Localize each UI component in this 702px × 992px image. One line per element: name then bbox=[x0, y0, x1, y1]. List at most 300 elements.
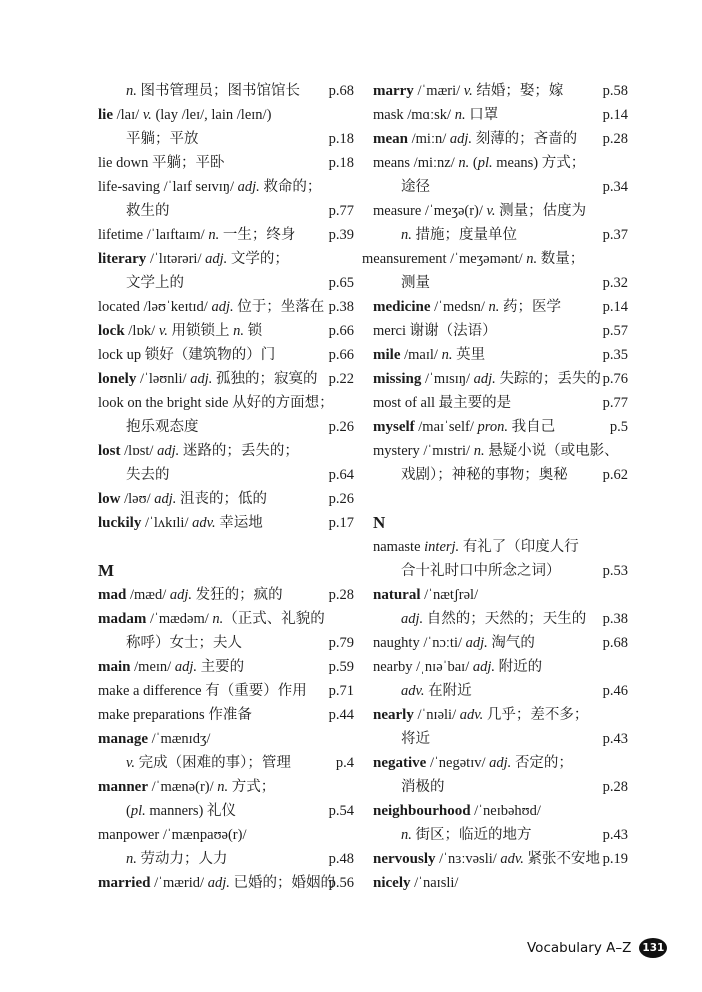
page-reference: p.68 bbox=[328, 83, 354, 99]
entry-text bbox=[362, 251, 584, 267]
definition-text: 平躺；平放 bbox=[126, 131, 199, 147]
part-of-speech: n. bbox=[401, 227, 412, 243]
entry-text bbox=[373, 827, 532, 843]
entry-text bbox=[98, 275, 184, 291]
definition-text: 迷路的；丢失的； bbox=[179, 443, 299, 459]
vocabulary-entry bbox=[373, 392, 628, 414]
headword: natural bbox=[373, 587, 421, 603]
entry-continuation-line bbox=[98, 800, 354, 822]
vocabulary-entry bbox=[373, 80, 628, 102]
page-reference: p.38 bbox=[602, 611, 628, 627]
section-letter-heading bbox=[373, 512, 628, 534]
entry-text bbox=[373, 467, 568, 483]
definition-text: 紧张不安地 bbox=[523, 851, 601, 867]
page-reference: p.37 bbox=[602, 227, 628, 243]
entry-text bbox=[98, 155, 224, 171]
definition-text: /ˈmæri/ bbox=[413, 83, 464, 99]
entry-text bbox=[98, 755, 291, 771]
entry-continuation-line bbox=[373, 272, 628, 294]
section-letter-heading bbox=[98, 560, 354, 582]
vocabulary-entry bbox=[373, 848, 628, 870]
page-reference: p.79 bbox=[328, 635, 354, 651]
part-of-speech: adj. bbox=[465, 635, 488, 651]
definition-text: /ˈmærid/ bbox=[150, 875, 208, 891]
definition-text: 将近 bbox=[401, 731, 430, 747]
page-reference: p.4 bbox=[335, 755, 354, 771]
part-of-speech: v. bbox=[158, 323, 168, 339]
entry-text bbox=[373, 203, 586, 219]
entry-continuation-line bbox=[98, 416, 354, 438]
definition-text: N bbox=[373, 513, 386, 532]
page-reference: p.35 bbox=[602, 347, 628, 363]
vocabulary-entry bbox=[98, 824, 354, 846]
definition-text: /mæd/ bbox=[126, 587, 170, 603]
part-of-speech: adj. bbox=[211, 299, 234, 315]
page-reference: p.59 bbox=[328, 659, 354, 675]
entry-continuation-line bbox=[373, 728, 628, 750]
entry-text bbox=[98, 851, 228, 867]
part-of-speech: adj. bbox=[190, 371, 213, 387]
entry-text bbox=[98, 203, 170, 219]
definition-text: lifetime /ˈlaɪftaɪm/ bbox=[98, 227, 209, 243]
page-reference: p.65 bbox=[328, 275, 354, 291]
vocabulary-entry bbox=[362, 248, 628, 270]
vocabulary-entry bbox=[98, 656, 354, 678]
definition-text: 主要的 bbox=[196, 659, 245, 675]
page-reference: p.57 bbox=[602, 323, 628, 339]
definition-text: 文学上的 bbox=[126, 275, 184, 291]
entry-continuation-line bbox=[373, 176, 628, 198]
vocabulary-entry bbox=[98, 296, 354, 318]
part-of-speech: adv. bbox=[192, 515, 216, 531]
page-reference: p.34 bbox=[602, 179, 628, 195]
definition-text: manpower /ˈmænpaʊə(r)/ bbox=[98, 827, 247, 843]
vocabulary-entry bbox=[98, 320, 354, 342]
entry-text bbox=[98, 467, 170, 483]
entry-text bbox=[98, 299, 324, 315]
page-reference: p.71 bbox=[328, 683, 354, 699]
page-reference: p.68 bbox=[602, 635, 628, 651]
definition-text: 沮丧的；低的 bbox=[176, 491, 268, 507]
definition-text: 在附近 bbox=[424, 683, 472, 699]
part-of-speech: v. bbox=[126, 755, 135, 771]
part-of-speech: adj. bbox=[169, 587, 193, 603]
entry-text bbox=[373, 299, 561, 315]
entry-text bbox=[98, 731, 210, 747]
vocabulary-entry bbox=[98, 512, 354, 534]
entry-continuation-line bbox=[373, 824, 628, 846]
definition-text: /ˈmænɪdʒ/ bbox=[148, 731, 211, 747]
part-of-speech: n. bbox=[401, 827, 412, 843]
entry-continuation-line bbox=[98, 128, 354, 150]
entry-text bbox=[98, 587, 283, 603]
entry-text bbox=[98, 659, 244, 675]
headword: manage bbox=[98, 731, 148, 747]
vocabulary-entry bbox=[98, 584, 354, 606]
part-of-speech: n. bbox=[233, 323, 244, 339]
definition-text: /ˈlɪtərəri/ bbox=[146, 251, 206, 267]
definition-text: 测量 bbox=[401, 275, 430, 291]
definition-text: 悬疑小说（或电影、 bbox=[484, 443, 619, 459]
headword: low bbox=[98, 491, 121, 507]
part-of-speech: adj. bbox=[489, 755, 512, 771]
headword: main bbox=[98, 659, 131, 675]
vocabulary-entry bbox=[98, 704, 354, 726]
page-reference: p.62 bbox=[602, 467, 628, 483]
definition-text: life-saving /ˈlaɪf seɪvɪŋ/ bbox=[98, 179, 238, 195]
headword: medicine bbox=[373, 299, 431, 315]
part-of-speech: n. bbox=[526, 251, 538, 267]
definition-text: 发狂的；疯的 bbox=[192, 587, 283, 603]
entry-continuation-line bbox=[373, 608, 628, 630]
part-of-speech: adj. bbox=[205, 251, 228, 267]
headword: lonely bbox=[98, 371, 137, 387]
entry-text bbox=[373, 513, 385, 532]
page-reference: p.26 bbox=[328, 419, 354, 435]
entry-text bbox=[98, 83, 300, 99]
page-reference: p.77 bbox=[602, 395, 628, 411]
definition-text: /lɒk/ bbox=[124, 323, 159, 339]
page-reference: p.46 bbox=[602, 683, 628, 699]
definition-text: 有礼了（印度人行 bbox=[459, 539, 579, 555]
headword: nervously bbox=[373, 851, 436, 867]
definition-text: 合十礼时口中所念之词） bbox=[401, 563, 561, 579]
part-of-speech: n. bbox=[208, 227, 220, 243]
definition-text: nearby /ˌnɪəˈbaɪ/ bbox=[373, 659, 473, 675]
entry-text bbox=[373, 443, 619, 459]
entry-text bbox=[373, 155, 585, 171]
definition-text: look on the bright side 从好的方面想； bbox=[98, 395, 334, 411]
entry-text bbox=[98, 131, 199, 147]
page-reference: p.43 bbox=[602, 827, 628, 843]
entry-text bbox=[373, 371, 601, 387]
part-of-speech: n. bbox=[126, 851, 137, 867]
entry-text bbox=[373, 323, 497, 339]
headword: marry bbox=[373, 83, 414, 99]
entry-text bbox=[373, 611, 586, 627]
entry-continuation-line bbox=[373, 560, 628, 582]
definition-text: 药；医学 bbox=[499, 299, 561, 315]
page-reference: p.5 bbox=[609, 419, 628, 435]
vocabulary-entry bbox=[373, 344, 628, 366]
definition-text: /maɪˈself/ bbox=[414, 419, 478, 435]
part-of-speech: n. bbox=[458, 155, 470, 171]
part-of-speech: n. bbox=[212, 611, 224, 627]
vocabulary-entry bbox=[98, 248, 354, 270]
entry-text bbox=[373, 683, 472, 699]
page-reference: p.18 bbox=[328, 155, 354, 171]
vocabulary-entry bbox=[98, 680, 354, 702]
definition-text: 劳动力；人力 bbox=[136, 851, 228, 867]
definition-text: 否定的； bbox=[511, 755, 573, 771]
page-reference: p.32 bbox=[602, 275, 628, 291]
headword: lost bbox=[98, 443, 121, 459]
definition-text: located /ləʊˈkeɪtɪd/ bbox=[98, 299, 212, 315]
definition-text: /ˈnɜːvəsli/ bbox=[435, 851, 501, 867]
definition-text: /ˈlʌkɪli/ bbox=[141, 515, 193, 531]
vocabulary-entry bbox=[373, 200, 628, 222]
page-reference: p.54 bbox=[328, 803, 354, 819]
entry-text bbox=[373, 539, 579, 555]
entry-text bbox=[373, 563, 561, 579]
definition-text: mask /mɑːsk/ bbox=[373, 107, 455, 123]
page-reference: p.58 bbox=[602, 83, 628, 99]
page-reference: p.66 bbox=[328, 323, 354, 339]
vocabulary-entry bbox=[98, 776, 354, 798]
vocabulary-entry bbox=[373, 584, 628, 606]
entry-continuation-line bbox=[98, 272, 354, 294]
vocabulary-entry bbox=[98, 368, 354, 390]
definition-text: 抱乐观态度 bbox=[126, 419, 199, 435]
part-of-speech: n. bbox=[126, 83, 137, 99]
vocabulary-entry bbox=[373, 368, 628, 390]
entry-text bbox=[373, 419, 555, 435]
definition-text: 已婚的；婚姻的 bbox=[229, 875, 335, 891]
section-title: Vocabulary A–Z bbox=[527, 940, 632, 956]
definition-text: 我自己 bbox=[507, 419, 556, 435]
definition-text: 附近的 bbox=[495, 659, 543, 675]
page-reference: p.14 bbox=[602, 107, 628, 123]
part-of-speech: adj. bbox=[401, 611, 424, 627]
page-reference: p.26 bbox=[328, 491, 354, 507]
headword: literary bbox=[98, 251, 147, 267]
entry-text bbox=[373, 227, 517, 243]
definition-text: 自然的；天然的；天生的 bbox=[423, 611, 587, 627]
definition-text: /lɒst/ bbox=[120, 443, 158, 459]
page-reference: p.56 bbox=[328, 875, 354, 891]
entry-text bbox=[98, 635, 242, 651]
vocabulary-entry bbox=[98, 872, 354, 894]
definition-text: 孤独的；寂寞的 bbox=[212, 371, 318, 387]
entry-text bbox=[373, 659, 542, 675]
entry-text bbox=[373, 347, 485, 363]
part-of-speech: pron. bbox=[477, 419, 508, 435]
vocabulary-entry bbox=[373, 128, 628, 150]
vocabulary-entry bbox=[373, 104, 628, 126]
definition-text: /maɪl/ bbox=[400, 347, 442, 363]
entry-text bbox=[98, 395, 334, 411]
page-reference: p.64 bbox=[328, 467, 354, 483]
entry-continuation-line bbox=[98, 848, 354, 870]
page-reference: p.43 bbox=[602, 731, 628, 747]
definition-text: 戏剧）；神秘的事物；奥秘 bbox=[401, 467, 568, 483]
entry-text bbox=[98, 347, 275, 363]
headword: mile bbox=[373, 347, 401, 363]
part-of-speech: adj. bbox=[449, 131, 473, 147]
definition-text: ( bbox=[469, 155, 478, 171]
vocabulary-entry bbox=[98, 392, 354, 414]
vocabulary-entry bbox=[98, 728, 354, 750]
part-of-speech: n. bbox=[488, 299, 500, 315]
page-reference: p.22 bbox=[328, 371, 354, 387]
vocabulary-entry bbox=[373, 152, 628, 174]
entry-text bbox=[373, 803, 541, 819]
entry-continuation-line bbox=[98, 752, 354, 774]
entry-text bbox=[98, 803, 236, 819]
definition-text: /ˈneɪbəhʊd/ bbox=[470, 803, 541, 819]
part-of-speech: n. bbox=[473, 443, 485, 459]
definition-text: /miːn/ bbox=[408, 131, 450, 147]
part-of-speech: interj. bbox=[424, 539, 460, 555]
vocabulary-entry bbox=[373, 296, 628, 318]
definition-text: 幸运地 bbox=[215, 515, 263, 531]
page-reference: p.28 bbox=[328, 587, 354, 603]
definition-text: 措施；度量单位 bbox=[411, 227, 517, 243]
vocabulary-entry bbox=[373, 536, 628, 558]
entry-text bbox=[373, 851, 600, 867]
definition-text: means /miːnz/ bbox=[373, 155, 459, 171]
definition-text: /ˈmædəm/ bbox=[146, 611, 213, 627]
definition-text: namaste bbox=[373, 539, 425, 555]
part-of-speech: n. bbox=[454, 107, 466, 123]
entry-continuation-line bbox=[373, 464, 628, 486]
definition-text: 淘气的 bbox=[487, 635, 535, 651]
page-number-badge: 131 bbox=[639, 938, 667, 958]
definition-text: 途径 bbox=[401, 179, 430, 195]
page-reference: p.66 bbox=[328, 347, 354, 363]
definition-text: 失去的 bbox=[126, 467, 170, 483]
entry-continuation-line bbox=[373, 224, 628, 246]
definition-text: meansurement /ˈmeʒəmənt/ bbox=[362, 251, 527, 267]
entry-continuation-line bbox=[98, 200, 354, 222]
vocabulary-entry bbox=[373, 800, 628, 822]
entry-text bbox=[98, 251, 289, 267]
headword: madam bbox=[98, 611, 147, 627]
entry-continuation-line bbox=[98, 80, 354, 102]
definition-text: 锁 bbox=[243, 323, 263, 339]
entry-text bbox=[373, 395, 511, 411]
definition-text: /ˈnegətɪv/ bbox=[426, 755, 490, 771]
definition-text: 口罩 bbox=[465, 107, 499, 123]
definition-text: 测量；估度为 bbox=[495, 203, 587, 219]
vocabulary-entry bbox=[98, 344, 354, 366]
definition-text: 刻薄的；吝啬的 bbox=[472, 131, 578, 147]
entry-text bbox=[98, 875, 335, 891]
definition-text: 数量； bbox=[537, 251, 585, 267]
entry-text bbox=[98, 611, 325, 627]
definition-text: /ˈləʊnli/ bbox=[136, 371, 191, 387]
headword: manner bbox=[98, 779, 148, 795]
page-reference: p.14 bbox=[602, 299, 628, 315]
definition-text: most of all 最主要的是 bbox=[373, 395, 512, 411]
entry-text bbox=[98, 227, 295, 243]
entry-text bbox=[98, 419, 199, 435]
definition-text: lock up 锁好（建筑物的）门 bbox=[98, 347, 276, 363]
entry-text bbox=[373, 731, 430, 747]
definition-text: 失踪的；丢失的 bbox=[495, 371, 601, 387]
page-reference: p.28 bbox=[602, 131, 628, 147]
definition-text: （正式、礼貌的 bbox=[223, 611, 325, 627]
part-of-speech: adj. bbox=[473, 371, 496, 387]
headword: married bbox=[98, 875, 151, 891]
entry-text bbox=[98, 443, 299, 459]
part-of-speech: n. bbox=[217, 779, 229, 795]
vocabulary-entry bbox=[98, 224, 354, 246]
headword: mad bbox=[98, 587, 127, 603]
entry-text bbox=[98, 779, 275, 795]
definition-text: /meɪn/ bbox=[130, 659, 175, 675]
entry-text bbox=[98, 323, 262, 339]
page-footer bbox=[527, 936, 667, 960]
headword: mean bbox=[373, 131, 408, 147]
entry-text bbox=[98, 707, 252, 723]
definition-text: /ləʊ/ bbox=[120, 491, 155, 507]
definition-text: /ˈmedsn/ bbox=[430, 299, 489, 315]
part-of-speech: adj. bbox=[237, 179, 260, 195]
headword: myself bbox=[373, 419, 415, 435]
part-of-speech: adv. bbox=[500, 851, 524, 867]
page-reference: p.17 bbox=[328, 515, 354, 531]
vocabulary-entry bbox=[98, 488, 354, 510]
vocabulary-entry bbox=[98, 608, 354, 630]
definition-text: /ˈmɪsɪŋ/ bbox=[421, 371, 474, 387]
definition-text: 几乎；差不多； bbox=[483, 707, 589, 723]
page-reference: p.28 bbox=[602, 779, 628, 795]
entry-text bbox=[373, 131, 577, 147]
entry-text bbox=[373, 275, 430, 291]
part-of-speech: adj. bbox=[472, 659, 495, 675]
definition-text: 消极的 bbox=[401, 779, 445, 795]
part-of-speech: v. bbox=[463, 83, 473, 99]
definition-text: 完成（困难的事）；管理 bbox=[135, 755, 291, 771]
definition-text: /laɪ/ bbox=[113, 107, 143, 123]
headword: negative bbox=[373, 755, 427, 771]
definition-text: 文学的； bbox=[227, 251, 289, 267]
part-of-speech: adj. bbox=[174, 659, 197, 675]
definition-text: make a difference 有（重要）作用 bbox=[98, 683, 307, 699]
definition-text: mystery /ˈmɪstri/ bbox=[373, 443, 474, 459]
definition-text: M bbox=[98, 561, 115, 580]
entry-text bbox=[373, 707, 588, 723]
entry-text bbox=[98, 371, 318, 387]
definition-text: lie down 平躺；平卧 bbox=[98, 155, 225, 171]
definition-text: /ˈnaɪsli/ bbox=[410, 875, 459, 891]
page-reference: p.19 bbox=[602, 851, 628, 867]
definition-text: make preparations 作准备 bbox=[98, 707, 252, 723]
part-of-speech: n. bbox=[441, 347, 453, 363]
page-reference: p.53 bbox=[602, 563, 628, 579]
definition-text: ( bbox=[126, 803, 131, 819]
vocabulary-entry bbox=[98, 152, 354, 174]
entry-text bbox=[373, 83, 563, 99]
part-of-speech: v. bbox=[486, 203, 496, 219]
definition-text: merci 谢谢（法语） bbox=[373, 323, 497, 339]
definition-text: 位于；坐落在 bbox=[233, 299, 325, 315]
part-of-speech: adv. bbox=[459, 707, 484, 723]
vocabulary-entry bbox=[98, 104, 354, 126]
definition-text: 方式； bbox=[228, 779, 276, 795]
definition-text: manners) 礼仪 bbox=[145, 803, 236, 819]
definition-text: /ˈnɪəli/ bbox=[413, 707, 460, 723]
page-reference: p.39 bbox=[328, 227, 354, 243]
entry-text bbox=[98, 107, 271, 123]
entry-text bbox=[98, 515, 263, 531]
definition-text: 称呼）女士；夫人 bbox=[126, 635, 242, 651]
page-reference: p.44 bbox=[328, 707, 354, 723]
vocabulary-entry bbox=[373, 704, 628, 726]
definition-text: 结婚；娶；嫁 bbox=[472, 83, 564, 99]
entry-text bbox=[98, 683, 307, 699]
definition-text: means) 方式； bbox=[492, 155, 586, 171]
entry-text bbox=[373, 635, 535, 651]
part-of-speech: v. bbox=[142, 107, 152, 123]
definition-text: /ˈnætʃrəl/ bbox=[420, 587, 479, 603]
definition-text: 救命的； bbox=[259, 179, 322, 195]
part-of-speech: pl. bbox=[130, 803, 146, 819]
definition-text: naughty /ˈnɔːti/ bbox=[373, 635, 466, 651]
page-reference: p.38 bbox=[328, 299, 354, 315]
definition-text: /ˈmænə(r)/ bbox=[148, 779, 218, 795]
